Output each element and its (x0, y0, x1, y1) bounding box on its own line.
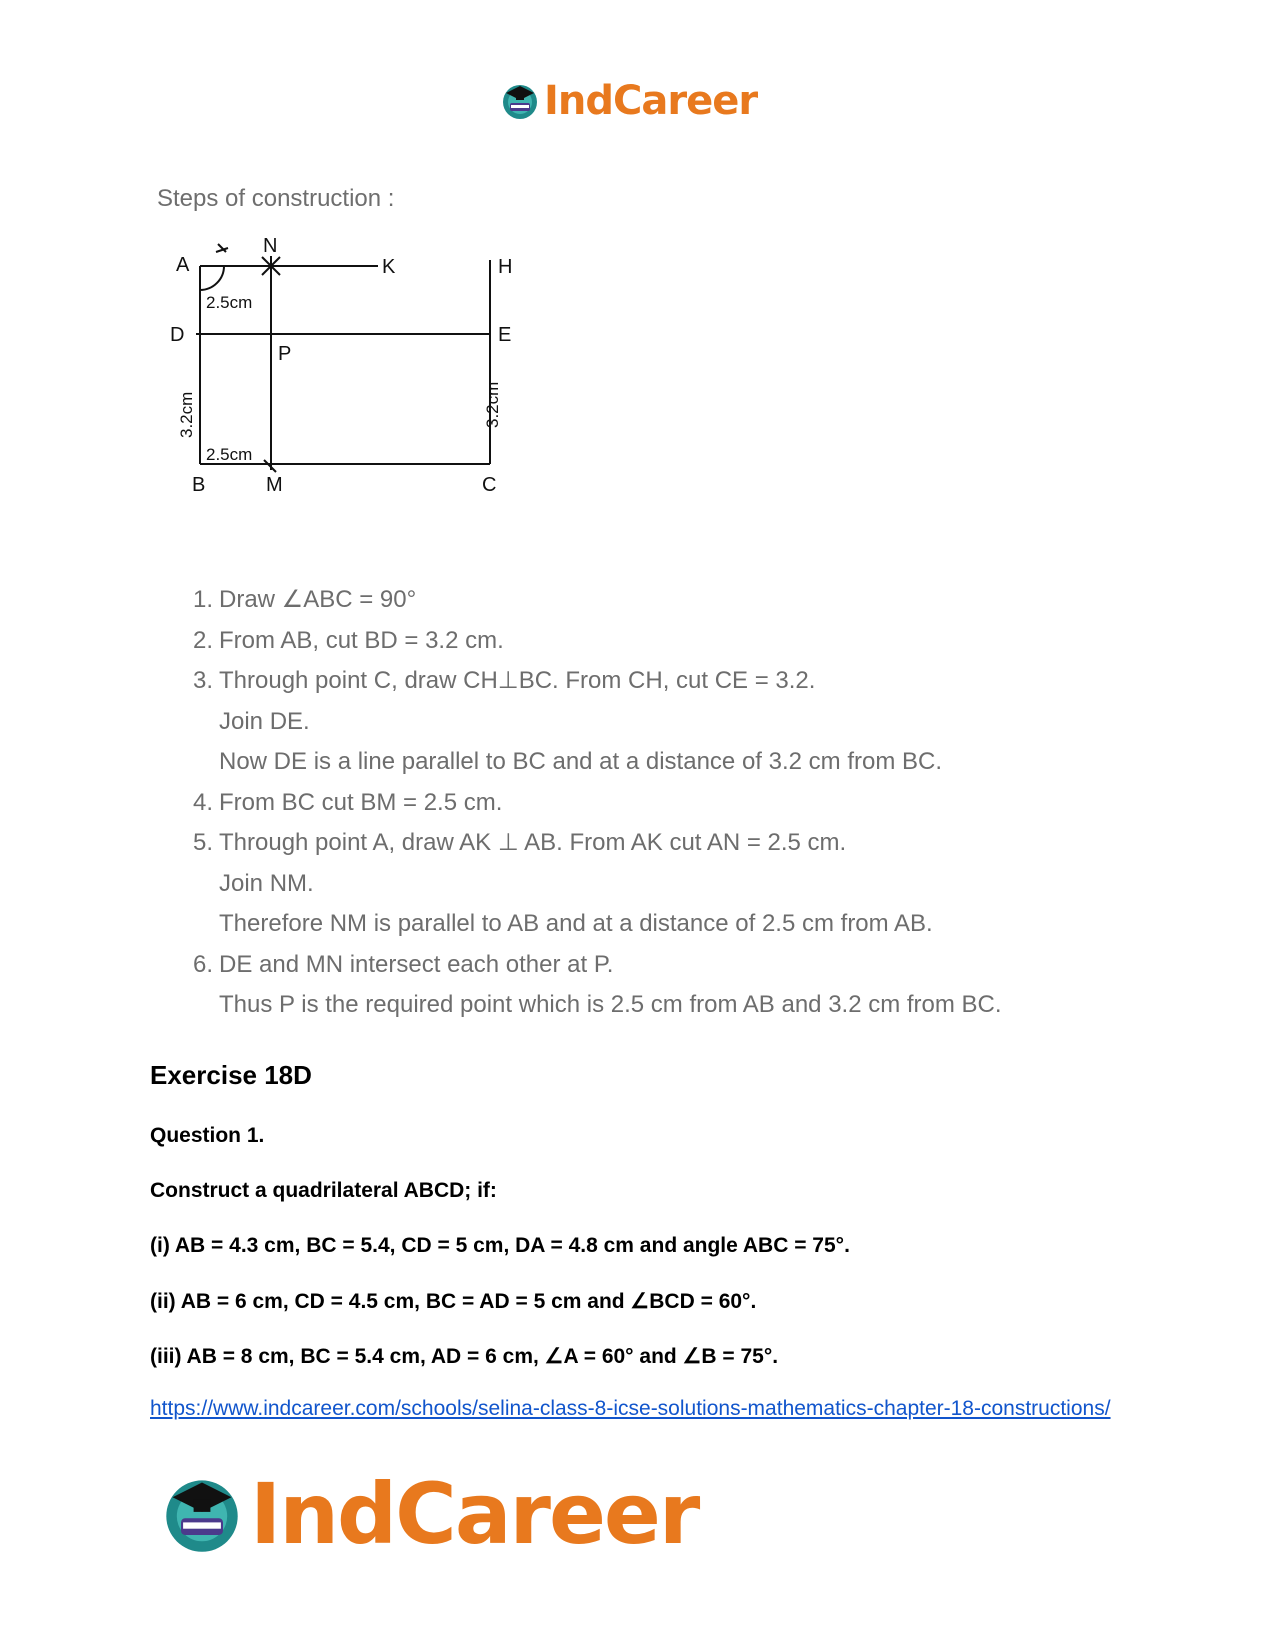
point-label-p: P (278, 343, 292, 365)
source-link[interactable]: https://www.indcareer.com/schools/selina-class-8-icse-solutions-mathematics-chapter-18-constructions/ (150, 1397, 1111, 1420)
point-label-n: N (263, 238, 278, 257)
construction-figure (168, 238, 528, 518)
point-label-d: D (170, 324, 185, 346)
step-line: 3. Through point C, draw CH⊥BC. From CH, cut CE = 3.2. (193, 667, 816, 694)
measure-label-bottom: 2.5cm (206, 445, 253, 464)
point-label-e: E (498, 324, 512, 346)
measure-label-top: 2.5cm (206, 293, 253, 312)
question-label: Question 1. (150, 1124, 265, 1147)
step-line: Therefore NM is parallel to AB and at a distance of 2.5 cm from AB. (219, 910, 933, 937)
step-line: 2. From AB, cut BD = 3.2 cm. (193, 626, 504, 654)
question-part-ii: (ii) AB = 6 cm, CD = 4.5 cm, BC = AD = 5 cm and ∠BCD = 60°. (150, 1290, 757, 1313)
point-label-a: A (176, 254, 190, 276)
point-label-k: K (382, 256, 396, 278)
question-part-i: (i) AB = 4.3 cm, BC = 5.4, CD = 5 cm, DA = 4.8 cm and angle ABC = 75°. (150, 1234, 850, 1257)
construction-steps (193, 585, 1002, 1031)
steps-heading: Steps of construction : (157, 185, 395, 212)
step-line: Now DE is a line parallel to BC and at a distance of 3.2 cm from BC. (219, 748, 942, 775)
step-line: 6. DE and MN intersect each other at P. (193, 950, 614, 978)
graduation-globe-icon (160, 1472, 244, 1556)
step-line: Join DE. (219, 707, 310, 735)
point-label-c: C (482, 474, 497, 496)
point-label-h: H (498, 256, 513, 278)
step-line: 4. From BC cut BM = 2.5 cm. (193, 788, 503, 816)
footer-logo (160, 1465, 698, 1563)
measure-label-left: 3.2cm (177, 391, 196, 438)
exercise-title: Exercise 18D (150, 1060, 312, 1090)
step-line: 5. Through point A, draw AK ⊥ AB. From AK cut AN = 2.5 cm. (193, 829, 847, 856)
logo-wordmark: IndCareer (544, 78, 758, 124)
logo-wordmark: IndCareer (250, 1465, 699, 1563)
point-label-m: M (266, 474, 283, 496)
point-label-b: B (192, 474, 206, 496)
question-part-iii: (iii) AB = 8 cm, BC = 5.4 cm, AD = 6 cm, ∠A = 60° and ∠B = 75°. (150, 1345, 779, 1368)
header-logo (500, 78, 757, 124)
measure-label-right: 3.2cm (483, 381, 502, 428)
question-intro: Construct a quadrilateral ABCD; if: (150, 1179, 497, 1202)
step-line: Thus P is the required point which is 2.5 cm from AB and 3.2 cm from BC. (219, 991, 1002, 1018)
step-line: 1. Draw ∠ABC = 90° (193, 586, 417, 613)
graduation-globe-icon (500, 81, 540, 121)
step-line: Join NM. (219, 869, 314, 897)
